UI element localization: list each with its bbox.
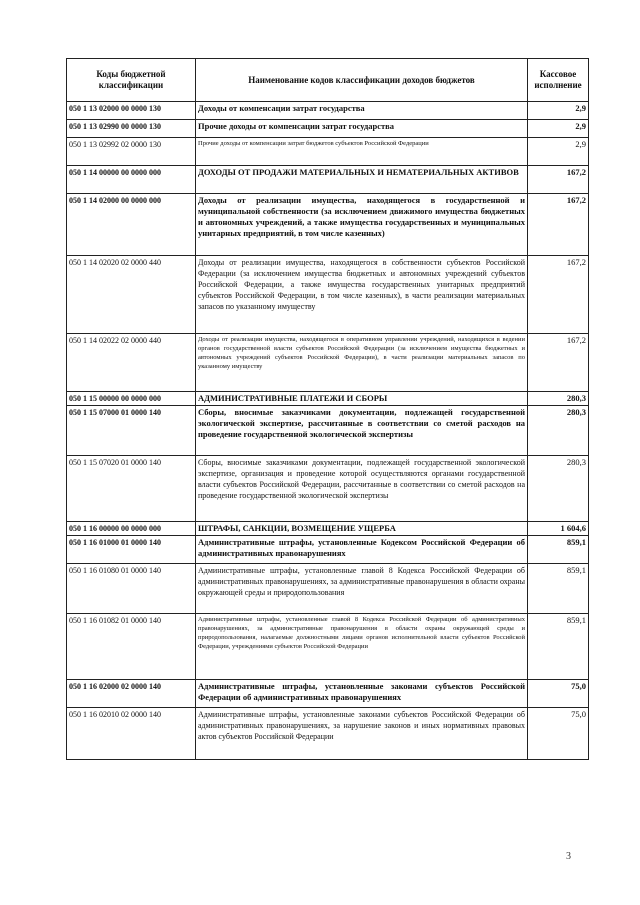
row-amount: 167,2 [528,166,589,194]
table-row [67,614,589,680]
row-name: Административные штрафы, установленные Кодексом Российской Федерации об административных правонарушениях [196,536,528,564]
row-code: 050 1 14 02020 02 0000 440 [67,256,196,334]
row-code: 050 1 16 01082 01 0000 140 [67,614,196,680]
header-code: Коды бюджетной классификации [67,59,196,102]
row-name: ШТРАФЫ, САНКЦИИ, ВОЗМЕЩЕНИЕ УЩЕРБА [196,522,528,536]
row-name: Доходы от реализации имущества, находящегося в собственности субъектов Российской Федерации (за исключением имущества бюджетных и автономных учреждений субъектов Российской Федерации, а также имущества государственных унитарных предприятий субъектов Российской Федерации, в том числе казенных), в части реализации материальных запасов по указанному имуществу [196,256,528,334]
row-code: 050 1 14 02000 00 0000 000 [67,194,196,256]
page-number: 3 [566,851,571,862]
table-row [67,194,589,256]
row-amount: 280,3 [528,406,589,456]
row-name: Прочие доходы от компенсации затрат государства [196,120,528,138]
row-name: Административные штрафы, установленные главой 8 Кодекса Российской Федерации об административных правонарушениях, за административные правонарушения в области охраны окружающей среды и природопользования [196,564,528,614]
row-amount: 280,3 [528,456,589,522]
table-row [67,256,589,334]
row-code: 050 1 15 07020 01 0000 140 [67,456,196,522]
row-amount: 167,2 [528,194,589,256]
row-name: Административные штрафы, установленные законами субъектов Российской Федерации об административных правонарушениях, за нарушение законов и иных нормативных правовых актов субъектов Российской Федерации [196,708,528,760]
row-amount: 167,2 [528,334,589,392]
row-amount: 859,1 [528,564,589,614]
row-name: Доходы от реализации имущества, находящегося в оперативном управлении учреждений, находящихся в ведении органов государственной власти субъектов Российской Федерации (за исключением имущества бюджетных и автономных учреждений субъектов Российской Федерации), в части реализации материальных запасов по указанному имуществу [196,334,528,392]
table-row [67,138,589,166]
row-code: 050 1 16 00000 00 0000 000 [67,522,196,536]
row-name: Сборы, вносимые заказчиками документации, подлежащей государственной экологической экспертизе, рассчитанные в соответствии со сметой расходов на проведение государственной экологической экспертизы [196,406,528,456]
row-name: Доходы от компенсации затрат государства [196,102,528,120]
row-code: 050 1 13 02990 00 0000 130 [67,120,196,138]
row-amount: 75,0 [528,708,589,760]
row-name: Прочие доходы от компенсации затрат бюджетов субъектов Российской Федерации [196,138,528,166]
table-row [67,166,589,194]
table-row [67,456,589,522]
table-row [67,334,589,392]
row-amount: 280,3 [528,392,589,406]
header-amount: Кассовое исполнение [528,59,589,102]
row-code: 050 1 13 02000 00 0000 130 [67,102,196,120]
table-row [67,120,589,138]
table-header-row [67,59,589,102]
row-amount: 859,1 [528,614,589,680]
row-name: Доходы от реализации имущества, находящегося в государственной и муниципальной собственности (за исключением движимого имущества бюджетных и автономных учреждений, а также имущества государственных и муниципальных унитарных предприятий, в том числе казенных) [196,194,528,256]
row-name: Административные штрафы, установленные главой 8 Кодекса Российской Федерации об административных правонарушениях, за административные правонарушения в области охраны окружающей среды и природопользования, налагаемые должностными лицами органов исполнительной власти субъектов Российской Федерации, учреждениями субъектов Российской Федерации [196,614,528,680]
row-amount: 859,1 [528,536,589,564]
row-amount: 75,0 [528,680,589,708]
row-amount: 2,9 [528,120,589,138]
table-row [67,102,589,120]
row-name: Сборы, вносимые заказчиками документации, подлежащей государственной экологической экспертизе, организация и проведение которой осуществляются органами государственной власти субъектов Российской Федерации, рассчитанные в соответствии со сметой расходов на проведение государственной экологической экспертизы [196,456,528,522]
row-code: 050 1 14 02022 02 0000 440 [67,334,196,392]
table-row [67,708,589,760]
row-code: 050 1 16 02000 02 0000 140 [67,680,196,708]
header-name: Наименование кодов классификации доходов бюджетов [196,59,528,102]
budget-revenue-table [66,58,589,760]
row-code: 050 1 15 00000 00 0000 000 [67,392,196,406]
row-code: 050 1 16 01080 01 0000 140 [67,564,196,614]
table-row [67,406,589,456]
row-name: ДОХОДЫ ОТ ПРОДАЖИ МАТЕРИАЛЬНЫХ И НЕМАТЕРИАЛЬНЫХ АКТИВОВ [196,166,528,194]
row-name: АДМИНИСТРАТИВНЫЕ ПЛАТЕЖИ И СБОРЫ [196,392,528,406]
row-code: 050 1 15 07000 01 0000 140 [67,406,196,456]
table-row [67,564,589,614]
row-code: 050 1 14 00000 00 0000 000 [67,166,196,194]
table-row [67,392,589,406]
table-row [67,680,589,708]
row-amount: 167,2 [528,256,589,334]
table-row [67,536,589,564]
row-amount: 2,9 [528,138,589,166]
row-code: 050 1 13 02992 02 0000 130 [67,138,196,166]
row-code: 050 1 16 02010 02 0000 140 [67,708,196,760]
row-name: Административные штрафы, установленные законами субъектов Российской Федерации об административных правонарушениях [196,680,528,708]
row-amount: 2,9 [528,102,589,120]
table-row [67,522,589,536]
row-code: 050 1 16 01000 01 0000 140 [67,536,196,564]
row-amount: 1 604,6 [528,522,589,536]
